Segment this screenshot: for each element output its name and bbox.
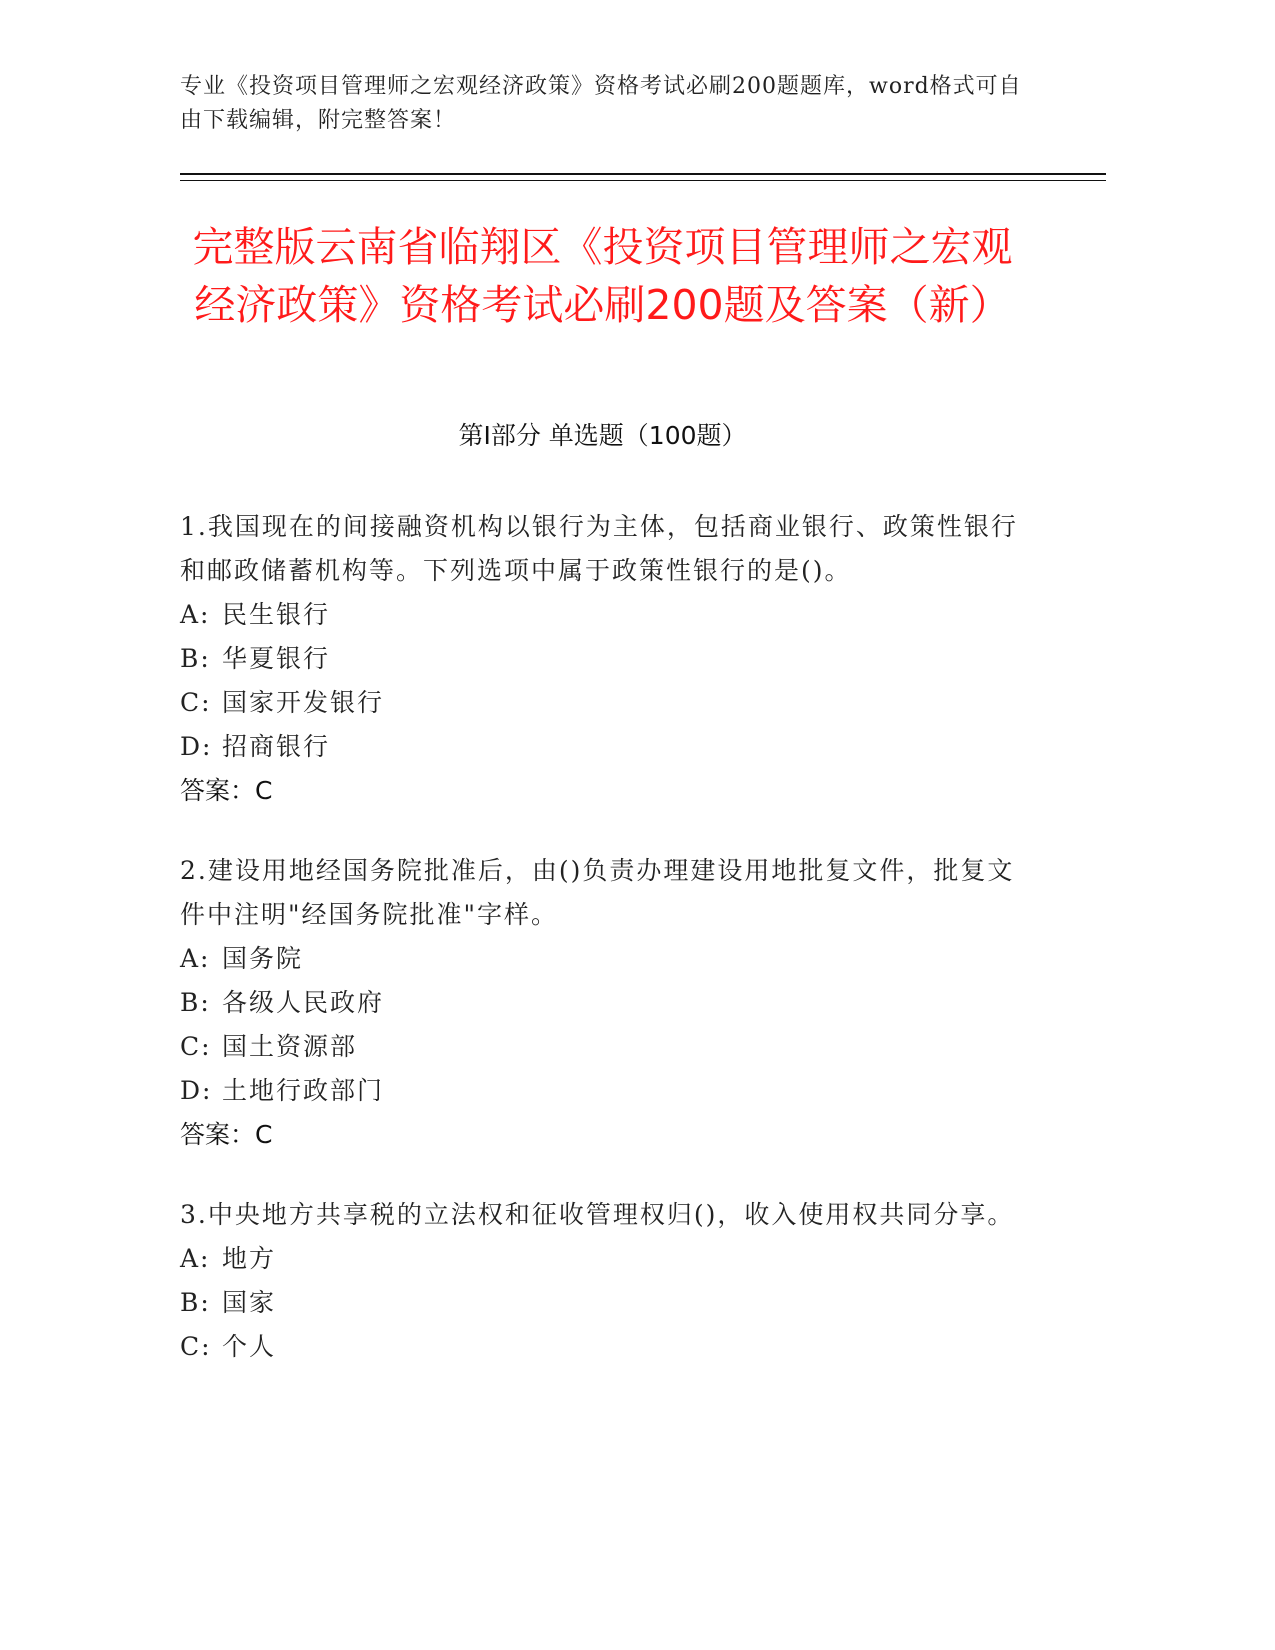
option-text: 招商银行	[222, 732, 331, 761]
option-b	[180, 1281, 1020, 1325]
option-key: C:	[180, 1032, 212, 1061]
option-text: 土地行政部门	[222, 1076, 385, 1105]
option-text: 国土资源部	[222, 1032, 358, 1061]
header-divider-thin	[180, 180, 1106, 181]
option-key: A:	[180, 600, 211, 629]
option-text: 民生银行	[222, 600, 331, 629]
option-b	[180, 637, 1020, 681]
option-key: A:	[180, 1244, 211, 1273]
option-key: B:	[180, 988, 211, 1017]
section-heading: 第Ⅰ部分 单选题（100题）	[458, 421, 747, 450]
document-title: 完整版云南省临翔区《投资项目管理师之宏观经济政策》资格考试必刷200题及答案（新）	[192, 223, 1013, 329]
option-text: 个人	[222, 1332, 277, 1361]
option-key: D:	[180, 732, 213, 761]
answer: 答案：C	[180, 776, 273, 805]
option-text: 地方	[222, 1244, 277, 1273]
option-d	[180, 1069, 1020, 1113]
option-key: B:	[180, 1288, 211, 1317]
option-text: 各级人民政府	[222, 988, 385, 1017]
question-stem: 2.建设用地经国务院批准后，由()负责办理建设用地批复文件，批复文件中注明"经国务院批准"字样。	[180, 856, 1015, 929]
option-key: C:	[180, 1332, 212, 1361]
answer: 答案：C	[180, 1120, 273, 1149]
option-text: 华夏银行	[222, 644, 331, 673]
option-a	[180, 593, 1020, 637]
option-key: D:	[180, 1076, 213, 1105]
option-key: B:	[180, 644, 211, 673]
header-divider-thick	[180, 173, 1106, 175]
question-list	[180, 505, 1020, 1405]
question-1	[180, 505, 1020, 813]
option-c	[180, 1025, 1020, 1069]
question-stem: 3.中央地方共享税的立法权和征收管理权归()，收入使用权共同分享。	[180, 1200, 1015, 1229]
option-key: C:	[180, 688, 212, 717]
option-key: A:	[180, 944, 211, 973]
question-3	[180, 1193, 1020, 1369]
question-2	[180, 849, 1020, 1157]
option-text: 国家	[222, 1288, 277, 1317]
option-c	[180, 681, 1020, 725]
option-c	[180, 1325, 1020, 1369]
option-text: 国务院	[222, 944, 304, 973]
header-note: 专业《投资项目管理师之宏观经济政策》资格考试必刷200题题库，word格式可自由下载编辑，附完整答案！	[180, 74, 1022, 133]
option-text: 国家开发银行	[222, 688, 385, 717]
option-a	[180, 1237, 1020, 1281]
option-d	[180, 725, 1020, 769]
option-a	[180, 937, 1020, 981]
question-stem: 1.我国现在的间接融资机构以银行为主体，包括商业银行、政策性银行和邮政储蓄机构等。下列选项中属于政策性银行的是()。	[180, 512, 1018, 585]
option-b	[180, 981, 1020, 1025]
